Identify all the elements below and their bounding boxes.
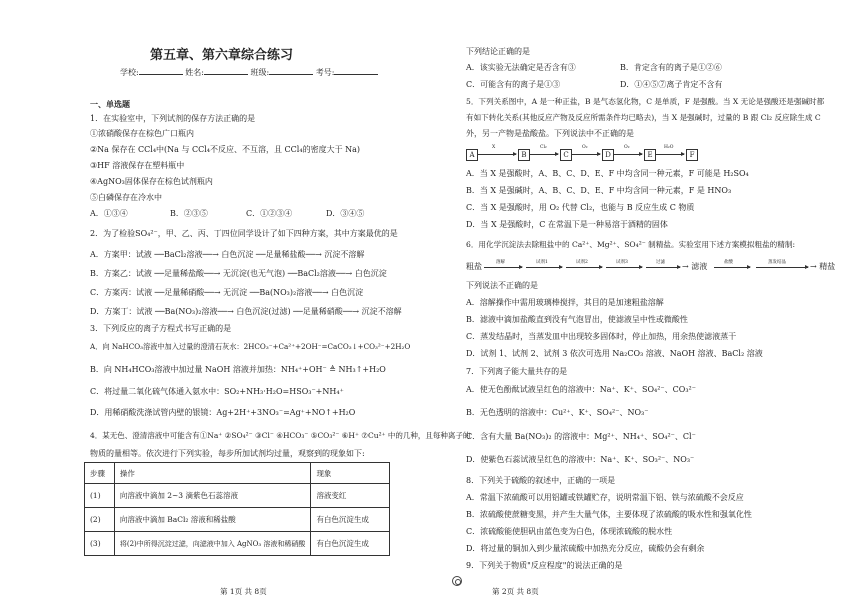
chain-arrow [530,154,558,155]
table-row [85,508,390,532]
q5-option-c[interactable]: C．当 X 是强酸时，用 O₂ 代替 Cl₂，也能与 B 反应生成 C 物质 [466,203,695,212]
question-5: 5．下列关系图中，A 是一种正盐，B 是气态氢化物，C 是单质，F 是强酸。当 X 无论是强酸还是强碱时都 [466,97,825,106]
flow-end: → 精盐 [810,262,836,271]
chain-box-b: B [518,149,530,161]
flow-step: 蒸发结晶 [768,260,786,265]
q1-option-a[interactable]: A．①③④ [90,209,128,218]
chain-arrow [614,154,642,155]
table-row [85,484,390,508]
student-info-line [120,66,378,78]
q6-option-b[interactable]: B．滤液中滴加盐酸直到没有气泡冒出，使滤液呈中性或微酸性 [466,315,688,324]
q3-option-d[interactable]: D．用稀硝酸洗涤试管内壁的银镜：Ag+2H⁺+3NO₃⁻=Ag⁺+NO↑+H₂O [90,408,356,417]
q1-item: ②Na 保存在 CCl₄中(Na 与 CCl₄不反应、不互溶，且 CCl₄的密度大于 Na) [90,145,361,154]
table-header: 步骤 [85,463,115,484]
q2-option-a[interactable]: A．方案甲：试液 ──BaCl₂溶液──→ 白色沉淀 ──足量稀盐酸──→ 沉淀不溶解 [90,250,365,259]
q5-option-d[interactable]: D．当 X 是强酸时，C 在常温下是一种易溶于酒精的固体 [466,220,668,229]
flow-step: 溶解 [496,260,505,265]
question-9: 9．下列关于物质"反应程度"的说法正确的是 [466,561,623,570]
table-header: 操作 [114,463,311,484]
table-cell: 有白色沉淀生成 [311,508,390,532]
class-blank[interactable] [269,66,313,75]
question-5-cont: 有如下转化关系(其他反应产物及反应所需条件均已略去)，当 X 是强碱时，过量的 B 跟 Cl₂ 反应除生成 C [466,113,821,122]
question-3: 3．下列反应的离子方程式书写正确的是 [90,324,232,333]
q7-option-a[interactable]: A．使无色酚酞试液呈红色的溶液中：Na⁺、K⁺、SO₄²⁻、CO₃²⁻ [466,385,696,394]
flow-step: 试剂3 [616,260,628,265]
page-footer-left: 第 1页 共 8页 [220,587,267,596]
q2-option-b[interactable]: B．方案乙：试液 ──足量稀盐酸──→ 无沉淀(也无气泡) ──BaCl₂溶液──→ 白色沉淀 [90,269,387,278]
table-header-row [85,463,390,484]
chain-label: O₂ [624,145,630,150]
chain-label: Cl₂ [540,145,547,150]
flow-step: 过滤 [656,260,665,265]
table-cell: 将(2)中所得沉淀过滤，向滤液中加入 AgNO₃ 溶液和稀硝酸 [114,532,311,556]
school-blank[interactable] [139,66,183,75]
experiment-table [84,462,390,556]
class-label: 班级: [250,68,270,77]
chain-box-e: E [644,149,656,161]
q1-item: ④AgNO₃固体保存在棕色试剂瓶内 [90,177,213,186]
question-5-cont: 外，另一产物是盐酸盐。下列说法中不正确的是 [466,129,634,138]
q7-option-b[interactable]: B．无色透明的溶液中：Cu²⁺、K⁺、SO₄²⁻、NO₃⁻ [466,408,649,417]
q1-option-b[interactable]: B．②③⑤ [170,209,208,218]
question-7: 7．下列离子能大量共存的是 [466,367,568,376]
q1-item: ⑤白磷保存在冷水中 [90,193,162,202]
q6-option-d[interactable]: D．试剂 1、试剂 2、试剂 3 依次可选用 Na₂CO₃ 溶液、NaOH 溶液、BaCl₂ 溶液 [466,349,763,358]
q8-option-d[interactable]: D．将过量的铜加入到少量浓硫酸中加热充分反应，硫酸仍会有剩余 [466,544,705,553]
table-cell: (2) [85,508,115,532]
q4-option-b[interactable]: B．肯定含有的离子是①②⑥ [620,63,722,72]
q4-option-d[interactable]: D．①④⑤⑦离子肯定不含有 [620,80,723,89]
chain-arrow [478,154,516,155]
right-page [430,0,860,596]
q7-option-c[interactable]: C．含有大量 Ba(NO₃)₂ 的溶液中：Mg²⁺、NH₄⁺、SO₄²⁻、Cl⁻ [466,432,696,441]
q8-option-c[interactable]: C．浓硫酸能使胆矾由蓝色变为白色，体现浓硫酸的脱水性 [466,527,673,536]
flow-step: 试剂2 [576,260,588,265]
q4-conclusion-intro: 下列结论正确的是 [466,47,530,56]
q6-option-c[interactable]: C．蒸发结晶时，当蒸发皿中出现较多固体时，停止加热，用余热使滤液蒸干 [466,332,737,341]
flow-arrow [484,267,522,268]
q4-option-a[interactable]: A．该实验无法确定是否含有③ [466,63,576,72]
q7-option-d[interactable]: D．使紫色石蕊试液呈红色的溶液中：Na⁺、K⁺、SO₃²⁻、NO₃⁻ [466,455,695,464]
table-cell: 向溶液中滴加 2~3 滴紫色石蕊溶液 [114,484,311,508]
chain-arrow [572,154,600,155]
table-header: 现象 [311,463,390,484]
question-6: 6．用化学沉淀法去除粗盐中的 Ca²⁺、Mg²⁺、SO₄²⁻ 制精盐。实验室用下述方案模拟粗盐的精制: [466,240,796,249]
flow-arrow [714,267,750,268]
q8-option-a[interactable]: A．常温下浓硫酸可以用铝罐或铁罐贮存，说明常温下铝、铁与浓硫酸不会反应 [466,493,744,502]
table-row [85,532,390,556]
flow-arrow [646,267,680,268]
question-8: 8．下列关于硫酸的叙述中，正确的一项是 [466,476,616,485]
table-cell: 溶液变红 [311,484,390,508]
page-footer-right: 第 2页 共 8页 [492,587,539,596]
q5-option-b[interactable]: B．当 X 是强碱时，A、B、C、D、E、F 中均含同一种元素，F 是 HNO₃ [466,186,732,195]
q3-option-c[interactable]: C．将过量二氧化硫气体通入氨水中：SO₂+NH₃·H₂O=HSO₃⁻+NH₄⁺ [90,387,344,396]
name-label: 姓名: [185,68,204,77]
flow-arrow [606,267,642,268]
q1-item: ①浓硝酸保存在棕色广口瓶内 [90,129,194,138]
q2-option-c[interactable]: C．方案丙：试液 ──足量稀硝酸──→ 无沉淀 ──Ba(NO₃)₂溶液──→ 白色沉淀 [90,288,364,297]
flow-arrow [756,267,808,268]
q5-option-a[interactable]: A．当 X 是强酸时，A、B、C、D、E、F 中均含同一种元素，F 可能是 H₂SO₄ [466,169,749,178]
exam-id-label: 考号: [315,68,335,77]
flow-start: 粗盐 [466,262,482,271]
question-2: 2．为了检验SO₄²⁻，甲、乙、丙、丁四位同学设计了如下四种方案，其中方案最优的是 [90,229,398,238]
chain-arrow [656,154,684,155]
school-label: 学校: [120,68,139,77]
table-cell: (1) [85,484,115,508]
chain-label: X [492,145,496,150]
q1-option-c[interactable]: C．①②③④ [246,209,293,218]
q6-ask: 下列说法不正确的是 [466,281,538,290]
q4-option-c[interactable]: C．可能含有的离子是①③ [466,80,561,89]
table-cell: 向溶液中滴加 BaCl₂ 溶液和稀盐酸 [114,508,311,532]
q6-option-a[interactable]: A．溶解操作中需用玻璃棒搅拌，其目的是加速粗盐溶解 [466,298,664,307]
q2-option-d[interactable]: D．方案丁：试液 ──Ba(NO₃)₂溶液──→ 白色沉淀(过滤) ──足量稀硝酸──→ 沉淀不溶解 [90,307,402,316]
q8-option-b[interactable]: B．浓硫酸使蔗糖变黑，并产生大量气体，主要体现了浓硫酸的吸水性和强氧化性 [466,510,752,519]
section-heading: 一、单选题 [90,99,130,109]
flow-arrow [566,267,602,268]
chain-box-a: A [466,149,478,161]
q1-item: ③HF 溶液保存在塑料瓶中 [90,161,185,170]
chain-label: O₂ [582,145,588,150]
question-4: 4．某无色、澄清溶液中可能含有①Na⁺ ②SO₄²⁻ ③Cl⁻ ④HCO₃⁻ ⑤CO₃²⁻ ⑥H⁺ ⑦Cu²⁺ 中的几种，且每种离子的 [90,431,471,440]
chain-box-d: D [602,149,614,161]
flow-arrow [526,267,562,268]
table-cell: (3) [85,532,115,556]
q3-option-a[interactable]: A．向 NaHCO₃溶液中加入过量的澄清石灰水：2HCO₃⁻+Ca²⁺+2OH⁻=CaCO₃↓+CO₃²⁻+2H₂O [90,342,411,351]
q3-option-b[interactable]: B．向 NH₄HCO₃溶液中加过量 NaOH 溶液并加热：NH₄⁺+OH⁻ ≜ NH₃↑+H₂O [90,365,386,374]
flow-filtrate: → 滤液 [682,262,708,271]
table-cell: 有白色沉淀生成 [311,532,390,556]
flow-step: 盐酸 [724,260,733,265]
q1-option-d[interactable]: D．③④⑤ [326,209,365,218]
page-title: 第五章、第六章综合练习 [150,48,294,63]
name-blank[interactable] [204,66,248,75]
question-4-cont: 物质的量相等。依次进行下列实验，每步所加试剂均过量，观察到的现象如下: [90,449,365,458]
binding-hole-icon [452,576,462,586]
chain-box-c: C [560,149,572,161]
exam-id-blank[interactable] [334,66,378,75]
chain-box-f: F [686,149,698,161]
question-1: 1．在实验室中，下列试剂的保存方法正确的是 [90,114,256,123]
chain-label: H₂O [664,145,674,150]
flow-step: 试剂1 [536,260,548,265]
